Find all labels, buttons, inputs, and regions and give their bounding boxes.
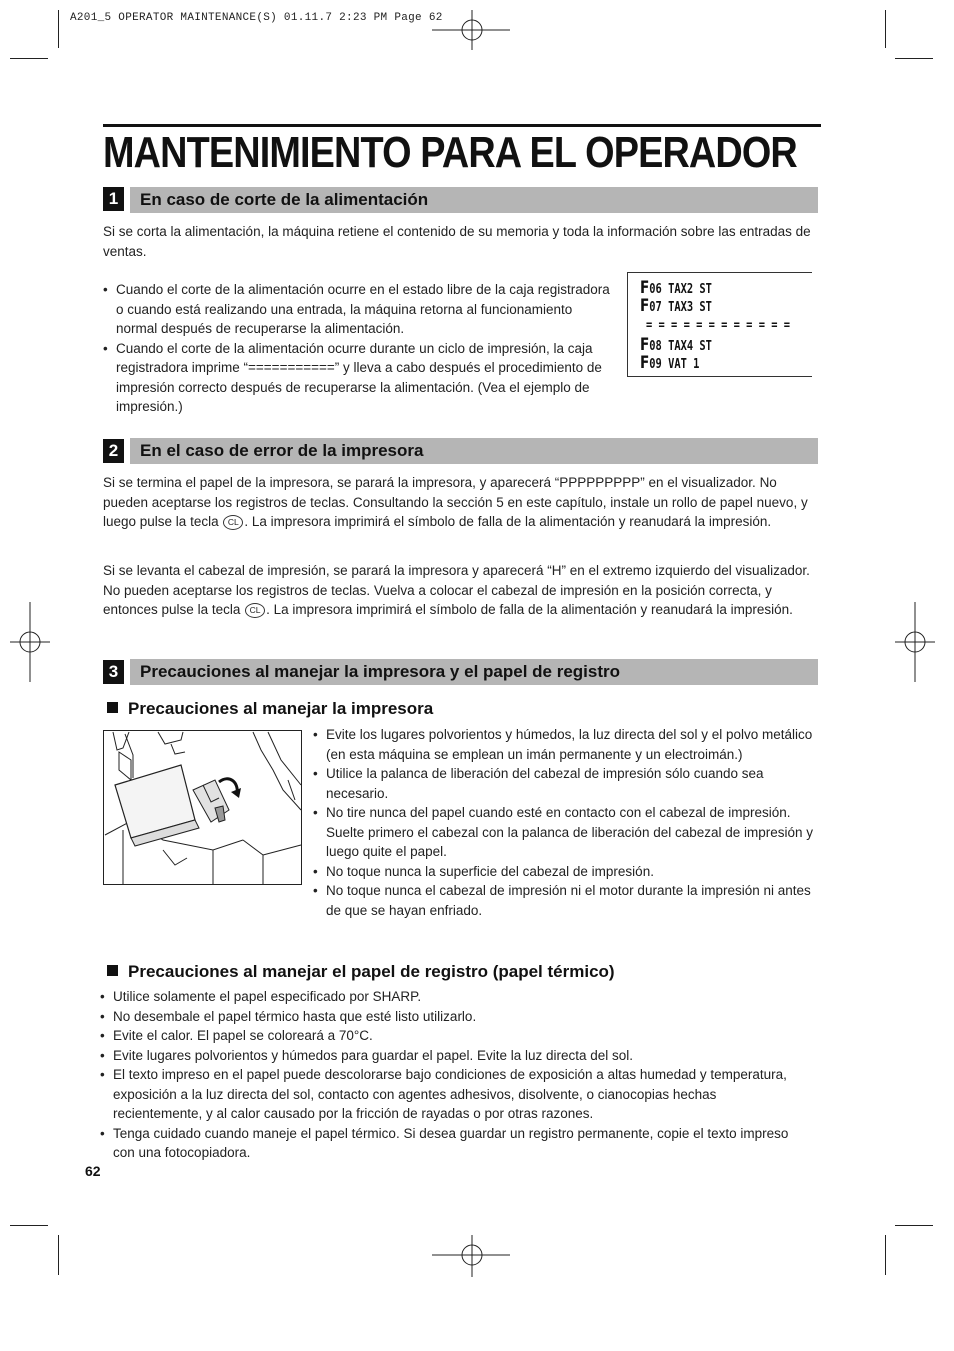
cl-key-icon: CL [245, 603, 265, 618]
registration-mark-bottom [432, 1235, 512, 1277]
receipt-line: F08 TAX4 ST [640, 335, 712, 355]
page-title: MANTENIMIENTO PARA EL OPERADOR [103, 128, 797, 177]
print-example-receipt [627, 272, 812, 377]
cl-key-icon: CL [223, 515, 243, 530]
crop-mark [58, 10, 59, 48]
list-item: • Evite los lugares polvorientos y húmedos, la luz directa del sol y el polvo metálico (en esta máquina se emplean un imán permanente y un electroimán.) [313, 725, 823, 764]
receipt-line: F09 VAT 1 [640, 353, 700, 373]
section2-paragraph-2: Si se levanta el cabezal de impresión, se parará la impresora y aparecerá “H” en el extremo izquierdo del visualizador. No pueden aceptarse los registros de teclas. Vuelva a colocar el cabezal de impresión en la posición correcta, y entonces pulse la tecla CL . La impresora imprimirá el símbolo de falla de la alimentación y reanudará la impresión. [103, 563, 810, 617]
crop-mark [10, 1225, 48, 1226]
paper-precautions-list [100, 987, 805, 1163]
receipt-line: = = = = = = = = = = = = [646, 318, 791, 333]
square-bullet-icon [107, 965, 118, 976]
section-heading-2: En el caso de error de la impresora [130, 438, 818, 464]
list-item: • Tenga cuidado cuando maneje el papel térmico. Si desea guardar un registro permanente, copie el texto impreso con una fotocopiadora. [100, 1124, 805, 1163]
registration-mark-top [432, 10, 512, 50]
crop-mark [895, 1225, 933, 1226]
section-number-2: 2 [103, 439, 124, 463]
crop-mark [885, 1235, 886, 1275]
registration-mark-right [895, 602, 935, 682]
square-bullet-icon [107, 702, 118, 713]
list-item: • No desembale el papel térmico hasta que esté listo utilizarlo. [100, 1007, 805, 1027]
list-item: • Utilice solamente el papel especificado por SHARP. [100, 987, 805, 1007]
subheading-paper-precautions: Precauciones al manejar el papel de registro (papel térmico) [107, 962, 615, 982]
receipt-line: F06 TAX2 ST [640, 278, 712, 298]
section-number-1: 1 [103, 187, 124, 211]
section1-intro: Si se corta la alimentación, la máquina retiene el contenido de su memoria y toda la información sobre las entradas de ventas. [103, 224, 811, 259]
list-item: • No toque nunca la superficie del cabezal de impresión. [313, 862, 823, 882]
list-item: • Cuando el corte de la alimentación ocurre durante un ciclo de impresión, la caja registradora imprime “===========” y lleva a cabo después el procedimiento de impresión correcto después de recuperarse la alimentación. (Vea el ejemplo de impresión.) [103, 339, 613, 417]
crop-mark [10, 58, 48, 59]
list-item: • Cuando el corte de la alimentación ocurre en el estado libre de la caja registradora o cuando está realizando una entrada, la máquina retorna al funcionamiento normal después de recuperarse la alimentación. [103, 280, 613, 339]
printer-illustration [103, 730, 302, 885]
printer-precautions-list [313, 725, 823, 920]
receipt-line: F07 TAX3 ST [640, 296, 712, 316]
subheading-printer-precautions: Precauciones al manejar la impresora [107, 699, 433, 719]
registration-mark-left [10, 602, 50, 682]
list-item: • Evite el calor. El papel se coloreará a 70°C. [100, 1026, 805, 1046]
list-item: • No toque nunca el cabezal de impresión ni el motor durante la impresión ni antes de que se hayan enfriado. [313, 881, 823, 920]
print-header-line: A201_5 OPERATOR MAINTENANCE(S) 01.11.7 2:23 PM Page 62 [70, 12, 443, 24]
title-rule [103, 124, 821, 127]
list-item: • No tire nunca del papel cuando esté en contacto con el cabezal de impresión. Suelte primero el cabezal con la palanca de liberación del cabezal de impresión y luego quite el papel. [313, 803, 823, 862]
list-item: • Utilice la palanca de liberación del cabezal de impresión sólo cuando sea necesario. [313, 764, 823, 803]
crop-mark [895, 58, 933, 59]
section-heading-1: En caso de corte de la alimentación [130, 187, 818, 213]
section-heading-3: Precauciones al manejar la impresora y el papel de registro [130, 659, 818, 685]
section1-bullet-list [103, 280, 613, 417]
crop-mark [885, 10, 886, 48]
crop-mark [58, 1235, 59, 1275]
page-number: 62 [85, 1163, 101, 1179]
section2-paragraph-1: Si se termina el papel de la impresora, se parará la impresora, y aparecerá “PPPPPPPPP” en el visualizador. No pueden aceptarse los registros de teclas. Consultando la sección 5 en este capítulo, instale un rollo de papel nuevo, y luego pulse la tecla CL . La impresora imprimirá el símbolo de falla de la alimentación y reanudará la impresión. [103, 475, 808, 529]
list-item: • El texto impreso en el papel puede descolorarse bajo condiciones de exposición a altas humedad y temperatura, exposición a la luz directa del sol, contacto con agentes adhesivos, disolvente, o cianocopias hechas recientemente, y al calor causado por la fricción de rayadas o por otras razones. [100, 1065, 805, 1124]
section-number-3: 3 [103, 660, 124, 684]
list-item: • Evite lugares polvorientos y húmedos para guardar el papel. Evite la luz directa del sol. [100, 1046, 805, 1066]
